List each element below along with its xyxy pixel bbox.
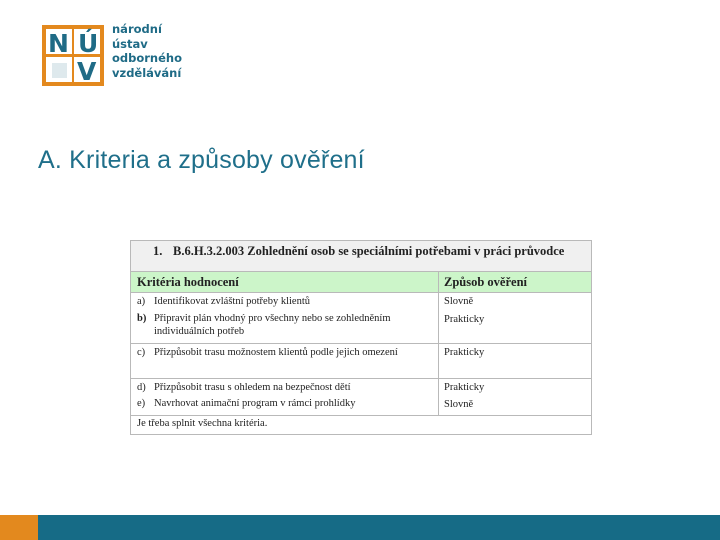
criterion-text: Připravit plán vhodný pro všechny nebo se zohledněním individuálních potřeb: [154, 313, 391, 337]
nuv-logo: [42, 22, 192, 86]
slide-title: A. Kriteria a způsoby ověření: [38, 146, 365, 174]
header-text: B.6.H.3.2.003 Zohlednění osob se speciálními potřebami v práci průvodce: [173, 244, 565, 258]
column-headers: [131, 272, 591, 293]
criterion-item: [137, 295, 434, 308]
svg-text:Ú: Ú: [78, 29, 99, 58]
table-row: [131, 293, 591, 344]
criterion-letter: b): [137, 313, 147, 324]
logo-line: národní: [112, 22, 162, 36]
table-row: [131, 344, 591, 379]
nuv-logo-mark: [42, 25, 104, 86]
table-header: [131, 241, 591, 272]
criterion-item: [137, 397, 434, 410]
logo-wordmark: [112, 22, 182, 80]
criterion-text: Navrhovat animační program v rámci prohlídky: [154, 398, 356, 409]
criterion-text: Identifikovat zvláštní potřeby klientů: [154, 296, 311, 307]
method-value: Prakticky: [444, 347, 485, 358]
criterion-item: [137, 312, 434, 338]
criterion-text: Přizpůsobit trasu možnostem klientů podle jejich omezení: [154, 347, 398, 358]
criterion-item: [137, 346, 434, 359]
criterion-letter: c): [137, 347, 146, 358]
column-header-criteria: Kritéria hodnocení: [131, 272, 439, 292]
footer-accent-bar: [0, 515, 38, 540]
method-value: Slovně: [444, 296, 474, 307]
table-footer-note: Je třeba splnit všechna kritéria.: [137, 418, 268, 429]
footer-bar: [38, 515, 720, 540]
method-value: Prakticky: [444, 382, 485, 393]
criterion-item: [137, 381, 434, 394]
logo-line: vzdělávání: [112, 65, 182, 80]
logo-line: ústav: [112, 36, 148, 51]
method-value: Prakticky: [444, 314, 485, 325]
svg-text:V: V: [77, 57, 97, 86]
logo-line: odborného: [112, 51, 183, 65]
method-value: Slovně: [444, 399, 474, 410]
column-header-method: Způsob ověření: [444, 274, 528, 289]
svg-text:N: N: [48, 29, 69, 58]
criterion-text: Přizpůsobit trasu s ohledem na bezpečnost dětí: [154, 382, 351, 393]
criterion-letter: d): [137, 382, 146, 393]
header-number: 1.: [153, 244, 163, 258]
criterion-letter: e): [137, 398, 146, 409]
criterion-letter: a): [137, 296, 146, 307]
criteria-table: [130, 240, 592, 435]
table-row: [131, 379, 591, 416]
